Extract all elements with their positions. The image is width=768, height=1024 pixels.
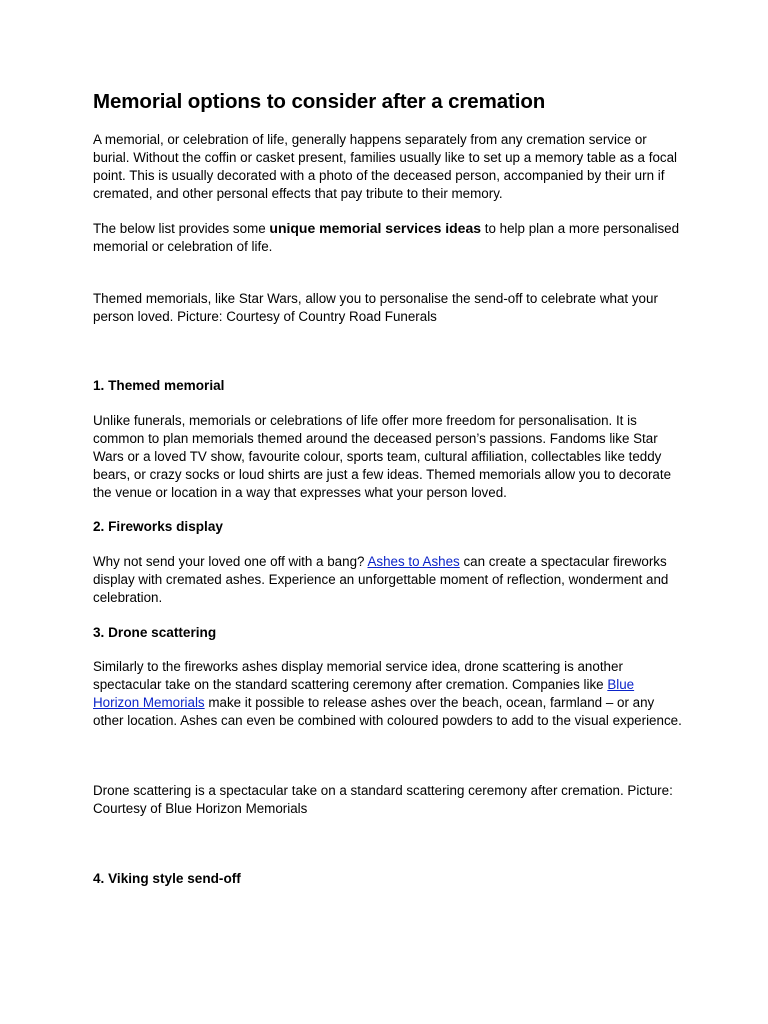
ashes-to-ashes-link[interactable]: Ashes to Ashes — [367, 554, 460, 569]
list-intro-paragraph — [93, 219, 683, 256]
list-intro-text-before: The below list provides some — [93, 221, 270, 236]
list-intro-text-after: to help plan a more personalised memorial or celebration of life. — [93, 221, 680, 254]
drone-text-before: Similarly to the fireworks ashes display memorial service idea, drone scattering is another spectacular take on the standard scattering ceremony after cremation. Companies like — [93, 659, 623, 692]
section-heading-drone-scattering: 3. Drone scattering — [93, 625, 217, 640]
section-body-fireworks — [93, 553, 683, 607]
image-caption-drone: Drone scattering is a spectacular take on a standard scattering ceremony after cremation. Picture: Courtesy of Blue Horizon Memorials — [93, 783, 673, 816]
section-body-drone-scattering — [93, 658, 683, 730]
fireworks-text-before: Why not send your loved one off with a bang? — [93, 554, 368, 569]
image-caption-themed: Themed memorials, like Star Wars, allow you to personalise the send-off to celebrate what your person loved. Picture: Courtesy of Country Road Funerals — [93, 291, 658, 324]
list-intro-bold-text: unique memorial services ideas — [269, 220, 482, 236]
page-title: Memorial options to consider after a cremation — [93, 90, 546, 113]
intro-paragraph: A memorial, or celebration of life, generally happens separately from any cremation service or burial. Without the coffin or casket present, families usually like to set up a memory table as a focal point. This is usually decorated with a photo of the deceased person, accompanied by their urn if cremated, and other personal effects that pay tribute to their memory. — [93, 132, 678, 201]
fireworks-text-after: can create a spectacular fireworks display with cremated ashes. Experience an unforgettable moment of reflection, wonderment and celebration. — [93, 554, 669, 605]
section-heading-viking: 4. Viking style send-off — [93, 871, 241, 886]
blue-horizon-memorials-link[interactable]: Blue Horizon Memorials — [93, 677, 635, 710]
section-heading-fireworks: 2. Fireworks display — [93, 519, 223, 534]
drone-text-after: make it possible to release ashes over the beach, ocean, farmland – or any other location. Ashes can even be combined with coloured powders to add to the visual experience. — [93, 695, 682, 728]
section-body-themed-memorial: Unlike funerals, memorials or celebrations of life offer more freedom for personalisation. It is common to plan memorials themed around the deceased person’s passions. Fandoms like Star Wars or a loved TV show, favourite colour, sports team, cultural affiliation, collectables like teddy bears, or crazy socks or loud shirts are just a few ideas. Themed memorials allow you to decorate the venue or location in a way that expresses what your person loved. — [93, 413, 672, 500]
section-heading-themed-memorial: 1. Themed memorial — [93, 378, 225, 393]
